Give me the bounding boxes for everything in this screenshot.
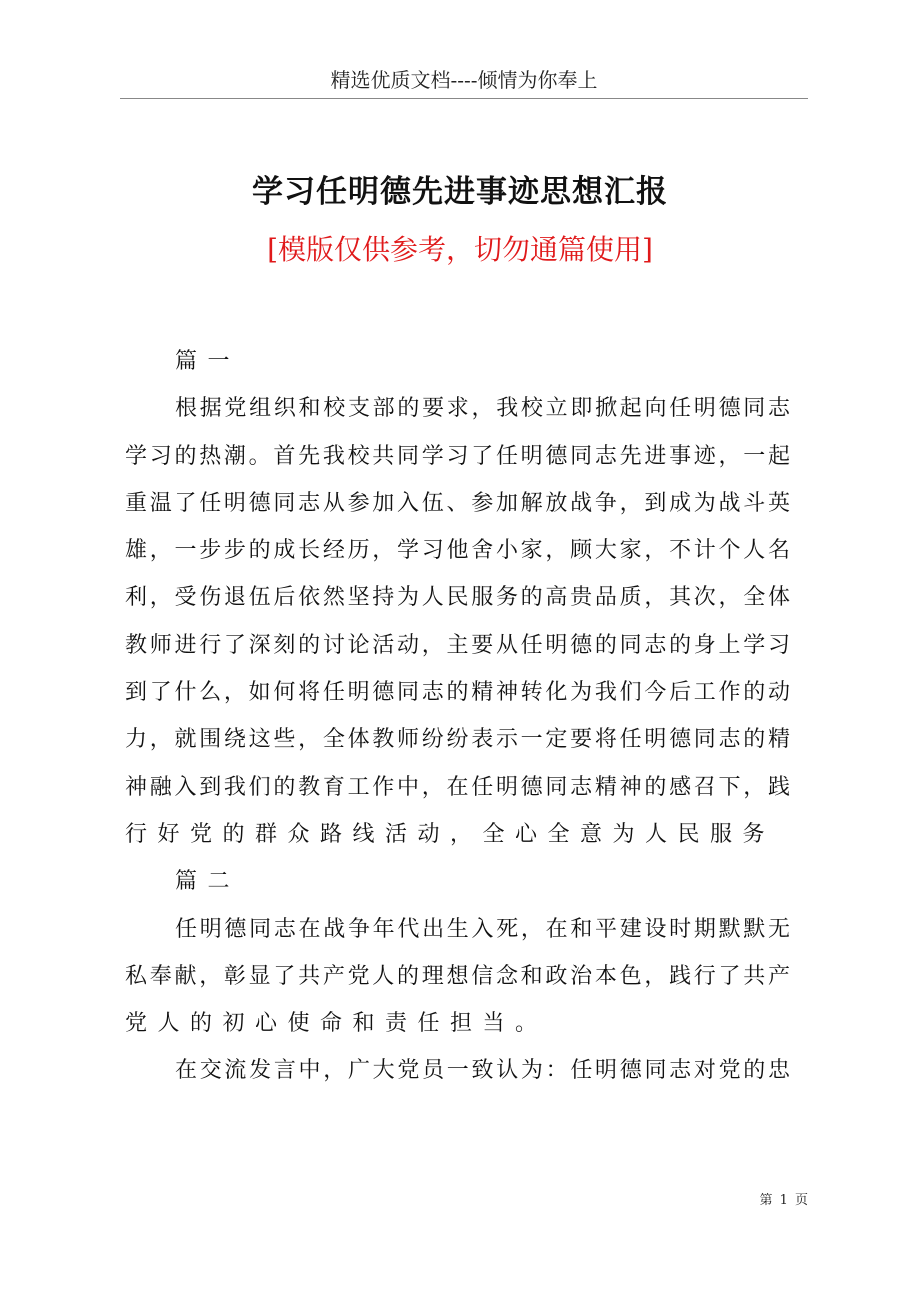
page-header: 精选优质文档----倾情为你奉上 — [330, 68, 598, 92]
header-divider — [120, 98, 808, 99]
document-title: 学习任明德先进事迹思想汇报 — [252, 174, 668, 210]
paragraph-line: 教师进行了深刻的讨论活动，主要从任明德的同志的身上学习 — [125, 632, 790, 658]
paragraph-line: 到了什么，如何将任明德同志的精神转化为我们今后工作的动 — [125, 680, 790, 706]
page-number: 第 1 页 — [759, 1193, 808, 1208]
paragraph-line: 利，受伤退伍后依然坚持为人民服务的高贵品质，其次，全体 — [125, 585, 790, 611]
paragraph-line: 雄，一步步的成长经历，学习他舍小家，顾大家，不计个人名 — [125, 538, 790, 564]
paragraph-line: 党人的初心使命和责任担当。 — [125, 1011, 548, 1037]
paragraph-line: 在交流发言中，广大党员一致认为：任明德同志对党的忠 — [175, 1058, 790, 1084]
paragraph-line: 力，就围绕这些，全体教师纷纷表示一定要将任明德同志的精 — [125, 727, 790, 753]
paragraph-line: 行好党的群众路线活动，全心全意为人民服务 — [125, 821, 776, 847]
section-heading: 篇一 — [175, 349, 241, 374]
document-body — [125, 338, 790, 1095]
paragraph-line: 私奉献，彰显了共产党人的理想信念和政治本色，践行了共产 — [125, 963, 790, 989]
template-notice: [模版仅供参考，切勿通篇使用] — [267, 233, 653, 266]
paragraph-line: 神融入到我们的教育工作中，在任明德同志精神的感召下，践 — [125, 774, 790, 800]
section-heading: 篇二 — [175, 869, 241, 895]
paragraph-line: 任明德同志在战争年代出生入死，在和平建设时期默默无 — [175, 916, 790, 942]
paragraph-line: 重温了任明德同志从参加入伍、参加解放战争，到成为战斗英 — [125, 490, 790, 516]
paragraph-line: 根据党组织和校支部的要求，我校立即掀起向任明德同志 — [175, 396, 790, 422]
paragraph-line: 学习的热潮。首先我校共同学习了任明德同志先进事迹，一起 — [125, 443, 790, 469]
